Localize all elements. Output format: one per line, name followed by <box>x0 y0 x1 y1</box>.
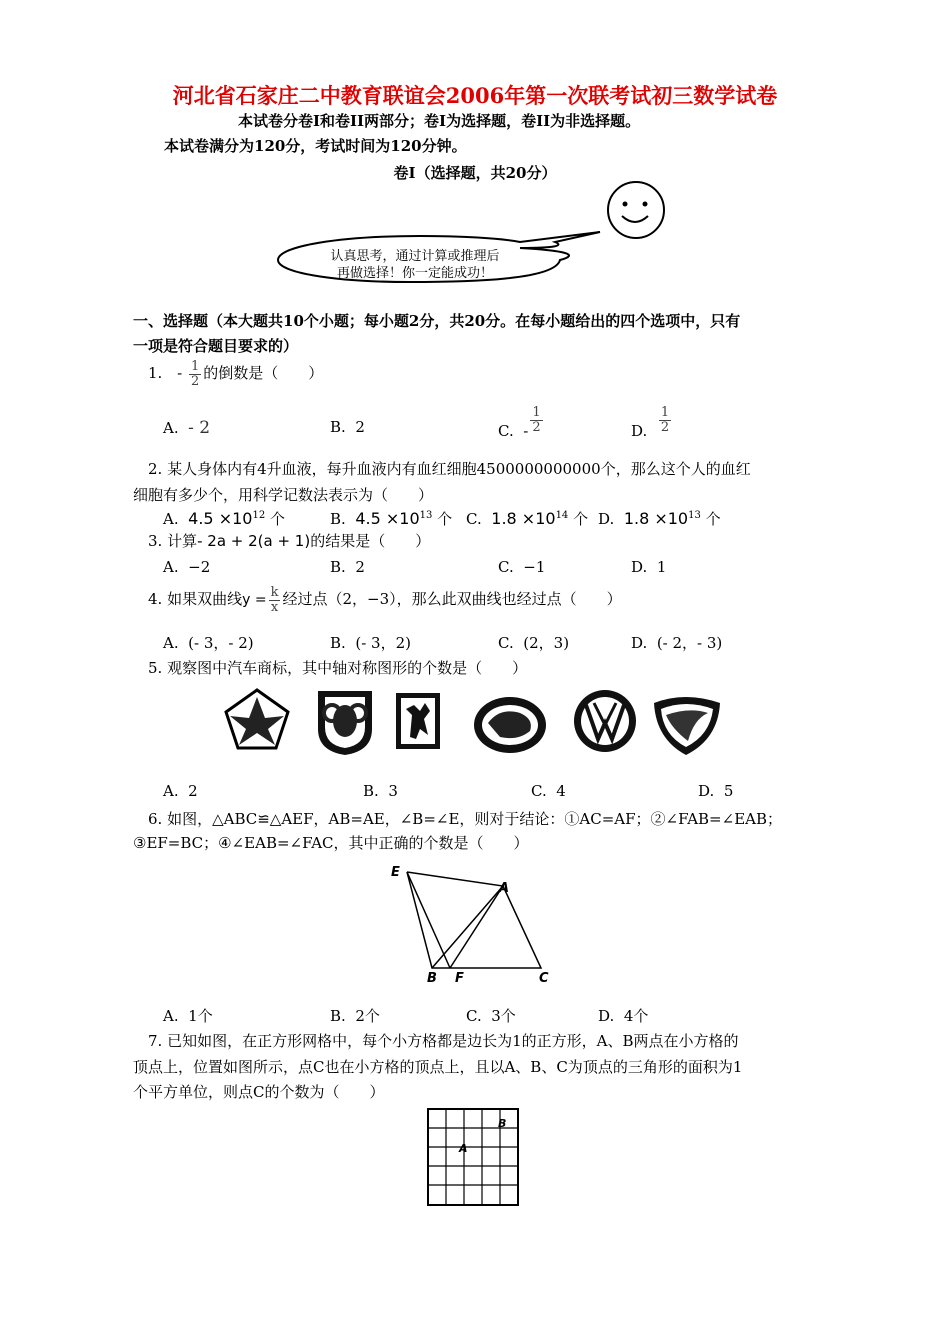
label-a: A <box>499 881 510 896</box>
question-5: 5. 观察图中汽车商标，其中轴对称图形的个数是（ ） <box>148 659 528 677</box>
pentastar-logo-icon <box>226 690 288 748</box>
q7-line-2: 顶点上，位置如图所示，点C也在小方格的顶点上，且以A、B、C为顶点的三角形的面积为1 <box>133 1058 743 1076</box>
q5-option-a[interactable]: A. 2 <box>163 782 198 800</box>
question-3: 3. 计算- 2a + 2(a + 1)的结果是（ ） <box>148 532 431 550</box>
part-1-heading: 卷I（选择题，共20分） <box>393 164 557 182</box>
q6-line-2: ③EF=BC；④∠EAB=∠FAC，其中正确的个数是（ ） <box>133 834 529 852</box>
bubble-text-2: 再做选择！你一定能成功！ <box>336 266 494 281</box>
smiley-face-icon <box>608 182 664 238</box>
question-4: 4. 如果双曲线y = $\frac{k}{x}$ 经过点（2，−3），那么此双曲线也经过点（ ） <box>148 585 622 615</box>
oval-emblem-logo-icon <box>474 697 546 753</box>
q6-option-d[interactable]: D. 4个 <box>598 1007 649 1025</box>
q7-line-1: 7. 已知如图，在正方形网格中，每个小方格都是边长为1的正方形，A、B两点在小方格的 <box>148 1032 739 1050</box>
page-title: 河北省石家庄二中教育联谊会2006年第一次联考试初三数学试卷 <box>172 83 778 108</box>
q2-line-2: 细胞有多少个，用科学记数法表示为（ ） <box>133 486 434 504</box>
grid-label-a: A <box>459 1142 468 1155</box>
q1-option-a[interactable]: A. - 2 <box>163 418 211 438</box>
q1-option-b[interactable]: B. 2 <box>330 418 365 436</box>
q4-option-a[interactable]: A. (- 3，- 2) <box>163 634 254 652</box>
lion-logo-icon <box>396 693 440 749</box>
q6-option-b[interactable]: B. 2个 <box>330 1007 380 1025</box>
q2-option-d[interactable]: D. $1.8 \times 10^{13}$ 个 <box>598 509 721 528</box>
smiley-speech-illustration <box>270 180 670 290</box>
q3-option-d[interactable]: D. 1 <box>631 558 667 576</box>
section-heading-line-1: 一、选择题（本大题共10个小题；每小题2分，共20分。在每小题给出的四个选项中，只有 <box>133 312 741 330</box>
q5-option-d[interactable]: D. 5 <box>698 782 734 800</box>
q2-line-1: 2. 某人身体内有4升血液，每升血液内有血红细胞4500000000000个，那么这个人的血红 <box>148 460 751 478</box>
bubble-text-1: 认真思考，通过计算或推理后 <box>330 249 500 264</box>
grid-label-b: B <box>498 1117 507 1130</box>
section-heading-line-2: 一项是符合题目要求的） <box>133 337 299 355</box>
q5-option-b[interactable]: B. 3 <box>363 782 398 800</box>
q1-option-c[interactable]: C. - $\frac{1}{2}$ <box>498 405 541 441</box>
q5-option-c[interactable]: C. 4 <box>531 782 566 800</box>
q4-option-d[interactable]: D. (- 2，- 3) <box>631 634 723 652</box>
q2-option-b[interactable]: B. $4.5 \times 10^{13}$ 个 <box>330 509 453 528</box>
q4-option-c[interactable]: C. (2，3) <box>498 634 570 652</box>
car-logos-figure <box>220 685 740 760</box>
q1-number: 1. <box>148 364 163 383</box>
q2-option-a[interactable]: A. $4.5 \times 10^{12}$ 个 <box>163 509 285 528</box>
q6-line-1: 6. 如图，△ABC≌△AEF，AB=AE，∠B=∠E，则对于结论：①AC=AF；②∠FAB=∠EAB； <box>148 810 782 828</box>
q7-line-3: 个平方单位，则点C的个数为（ ） <box>133 1083 385 1101</box>
q4-option-b[interactable]: B. (- 3，2) <box>330 634 411 652</box>
wing-shield-logo-icon <box>654 697 720 755</box>
q2-option-c[interactable]: C. $1.8 \times 10^{14}$ 个 <box>466 509 589 528</box>
ram-shield-logo-icon <box>318 691 372 755</box>
vw-logo-icon <box>574 690 636 752</box>
q1-sign: - <box>177 364 183 383</box>
intro-line-1: 本试卷分卷I和卷II两部分；卷I为选择题，卷II为非选择题。 <box>238 112 641 130</box>
q3-option-c[interactable]: C. −1 <box>498 558 546 576</box>
triangle-figure <box>385 862 560 990</box>
q1-option-d[interactable]: D. $\frac{1}{2}$ <box>631 405 670 441</box>
label-c: C <box>539 971 549 986</box>
q3-option-b[interactable]: B. 2 <box>330 558 365 576</box>
q3-option-a[interactable]: A. −2 <box>163 558 211 576</box>
question-1 <box>148 360 323 388</box>
q6-option-a[interactable]: A. 1个 <box>163 1007 213 1025</box>
intro-line-2: 本试卷满分为120分，考试时间为120分钟。 <box>164 137 467 155</box>
q1-text: 的倒数是（ ） <box>203 364 324 383</box>
q6-option-c[interactable]: C. 3个 <box>466 1007 516 1025</box>
square-grid-figure <box>427 1108 522 1208</box>
label-e: E <box>391 865 400 880</box>
label-b: B <box>427 971 437 986</box>
q1-fraction: $\frac{1}{2}$ <box>190 359 200 389</box>
label-f: F <box>455 971 464 986</box>
